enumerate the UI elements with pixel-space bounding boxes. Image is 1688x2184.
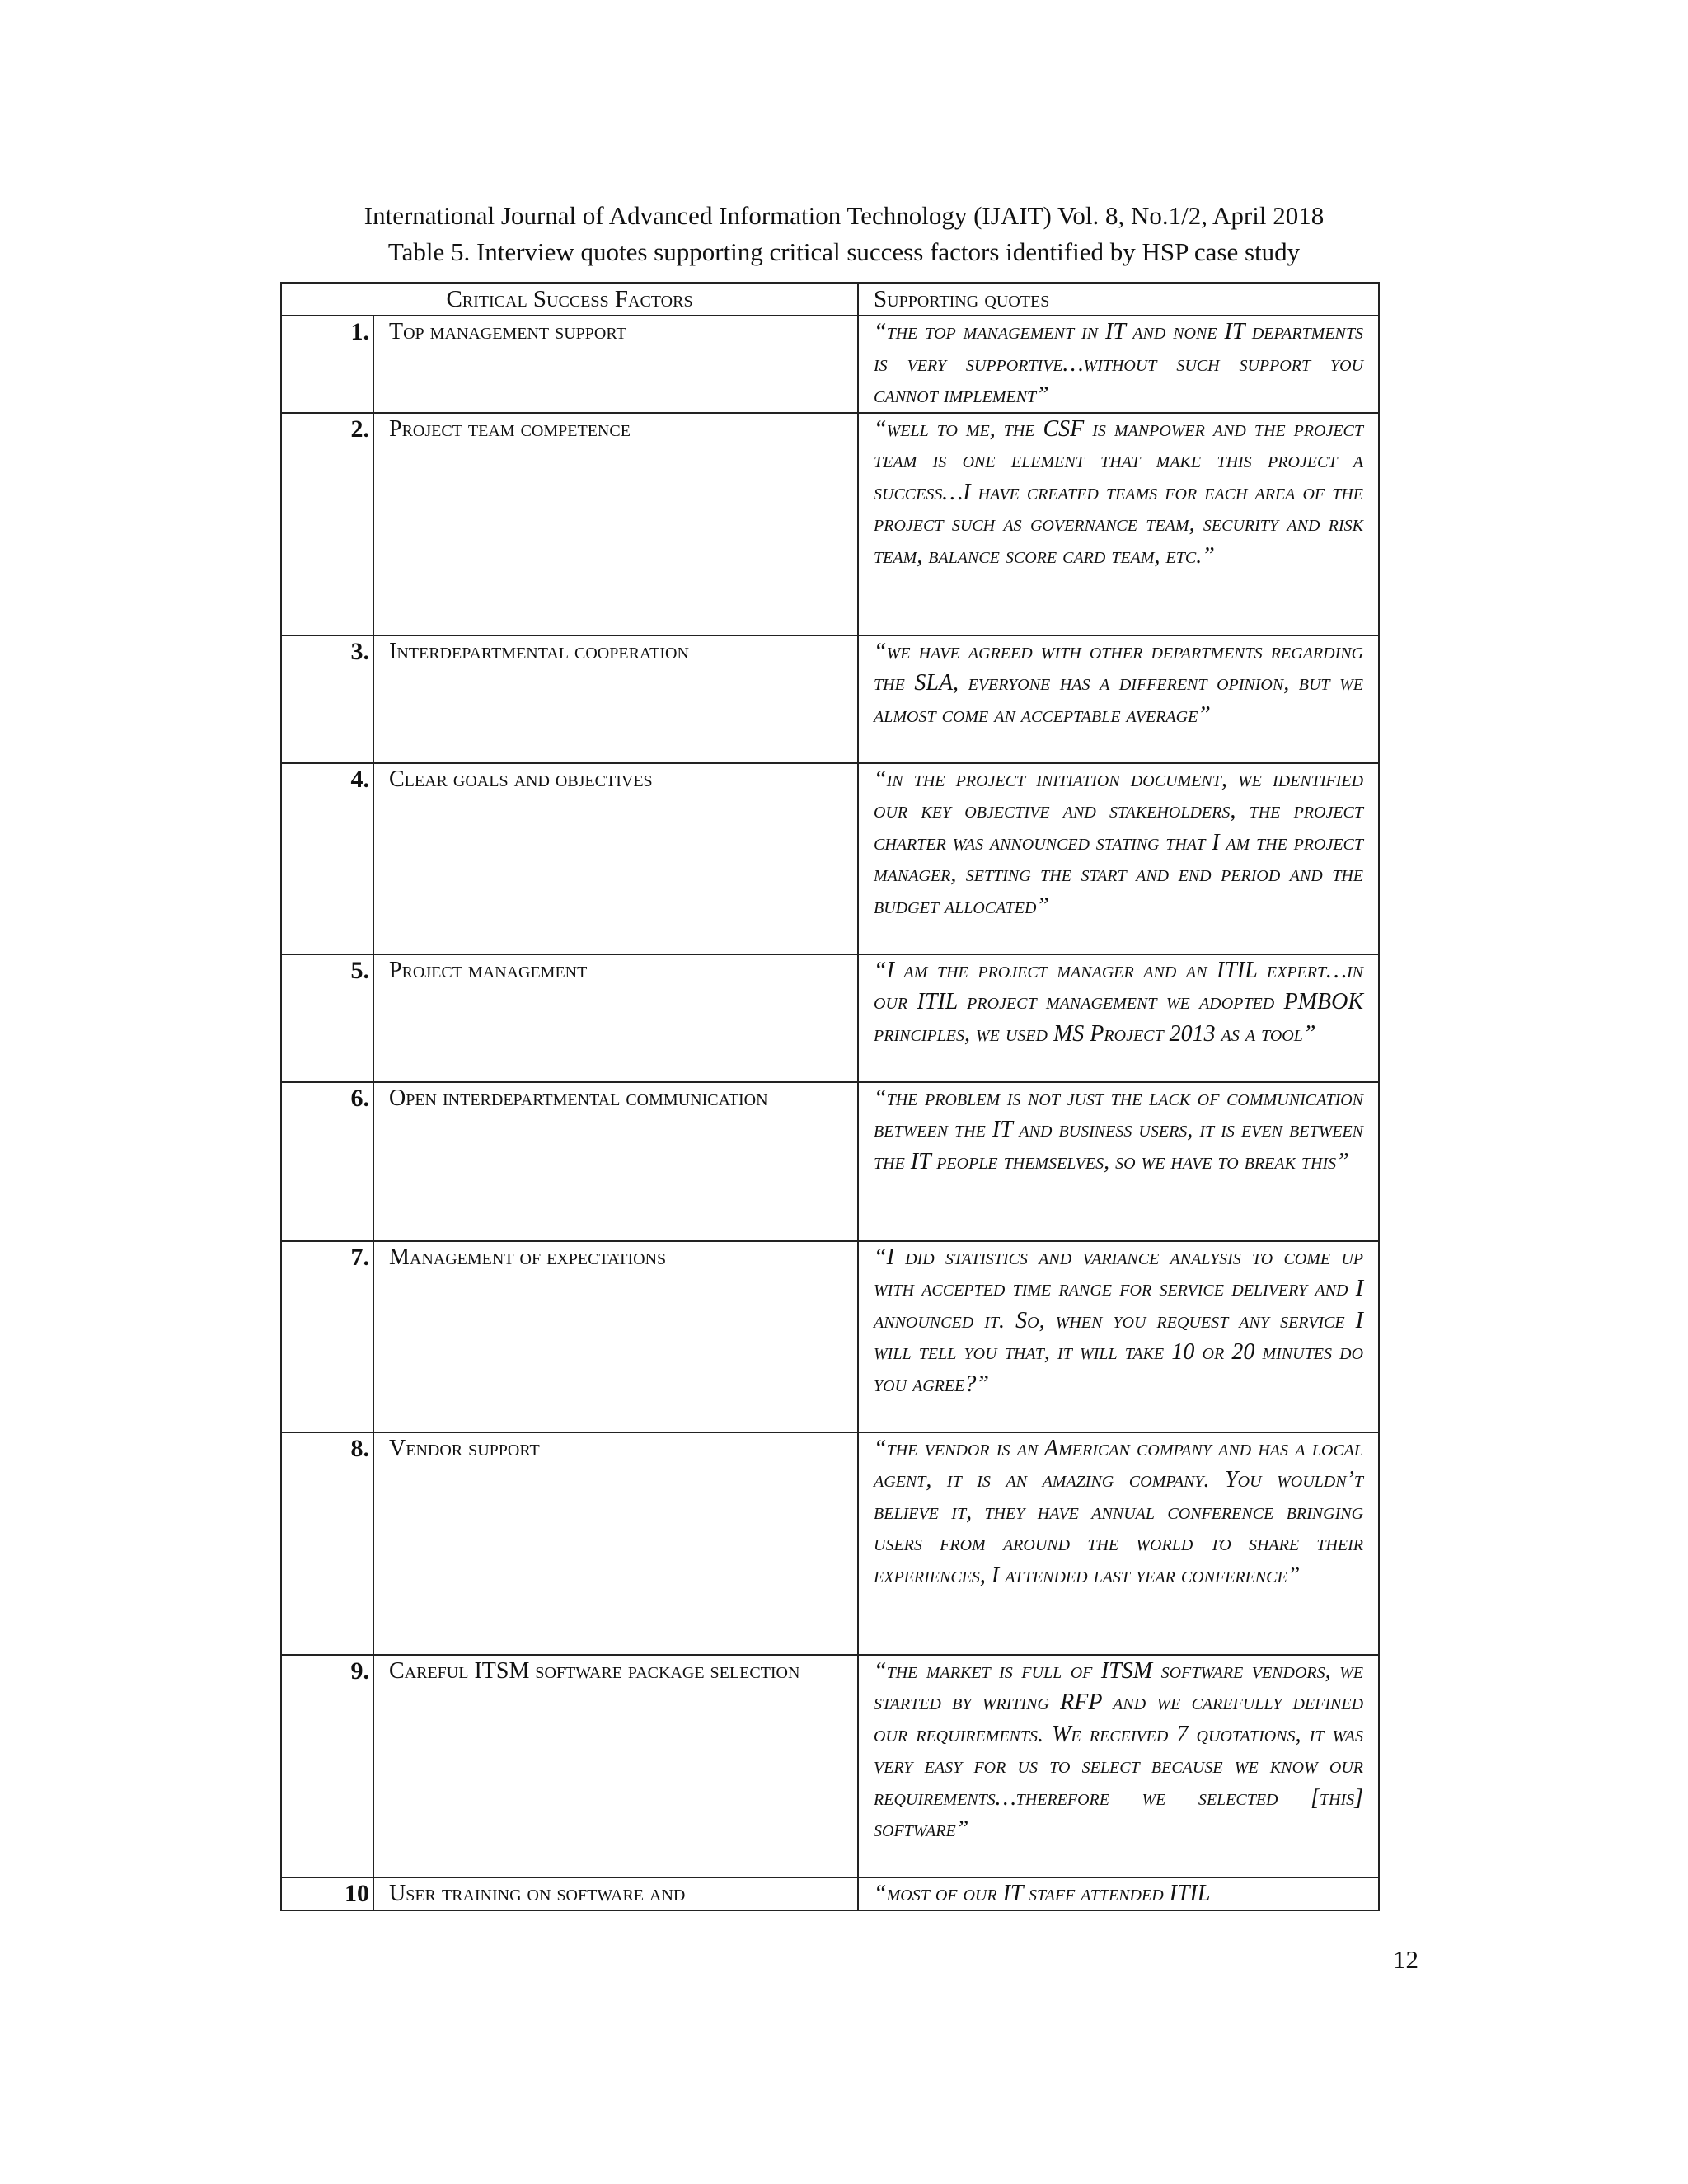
quote-cell: “the market is full of ITSM software vendors, we started by writing RFP and we carefully defined our requirements. We received 7 quotations, it was very easy for us to select because we know our requirements…therefore we selected [this] software”: [858, 1655, 1379, 1877]
row-number: 5.: [281, 954, 373, 1082]
quote-cell: “in the project initiation document, we identified our key objective and stakeholders, the project charter was announced stating that I am the project manager, setting the start and end period and the budget allocated”: [858, 763, 1379, 954]
table-row: [281, 316, 1379, 413]
row-number: 1.: [281, 316, 373, 413]
page-number: 12: [1393, 1945, 1418, 1974]
quote-cell: “we have agreed with other departments regarding the SLA, everyone has a different opinion, but we almost come an acceptable average”: [858, 635, 1379, 763]
factor-cell: Open interdepartmental communication: [373, 1082, 858, 1241]
row-number: 10: [281, 1877, 373, 1911]
factor-cell: User training on software and: [373, 1877, 858, 1911]
row-number: 7.: [281, 1241, 373, 1432]
quote-cell: “I am the project manager and an ITIL expert…in our ITIL project management we adopted PMBOK principles, we used MS Project 2013 as a tool”: [858, 954, 1379, 1082]
quote-cell: “the problem is not just the lack of communication between the IT and business users, it is even between the IT people themselves, so we have to break this”: [858, 1082, 1379, 1241]
column-header-quotes: Supporting quotes: [858, 283, 1379, 316]
factor-cell: Interdepartmental cooperation: [373, 635, 858, 763]
table-row: [281, 413, 1379, 635]
factor-cell: Project team competence: [373, 413, 858, 635]
column-header-factors: Critical Success Factors: [281, 283, 858, 316]
row-number: 6.: [281, 1082, 373, 1241]
factor-cell: Project management: [373, 954, 858, 1082]
factor-cell: Clear goals and objectives: [373, 763, 858, 954]
quote-cell: “the top management in IT and none IT departments is very supportive…without such support you cannot implement”: [858, 316, 1379, 413]
table-row: [281, 1877, 1379, 1911]
quote-cell: “the vendor is an American company and has a local agent, it is an amazing company. You wouldn’t believe it, they have annual conference bringing users from around the world to share their experiences, I attended last year conference”: [858, 1432, 1379, 1655]
factor-cell: Vendor support: [373, 1432, 858, 1655]
row-number: 3.: [281, 635, 373, 763]
factor-cell: Top management support: [373, 316, 858, 413]
journal-header: International Journal of Advanced Information Technology (IJAIT) Vol. 8, No.1/2, April 2018: [363, 201, 1325, 230]
table-row: [281, 954, 1379, 1082]
table-row: [281, 1432, 1379, 1655]
quote-cell: “most of our IT staff attended ITIL: [858, 1877, 1379, 1911]
row-number: 8.: [281, 1432, 373, 1655]
table-header-row: [281, 283, 1379, 316]
table-row: [281, 763, 1379, 954]
csf-table: [280, 282, 1380, 1911]
table-row: [281, 635, 1379, 763]
quote-cell: “I did statistics and variance analysis to come up with accepted time range for service delivery and I announced it. So, when you request any service I will tell you that, it will take 10 or 20 minutes do you agree?”: [858, 1241, 1379, 1432]
row-number: 9.: [281, 1655, 373, 1877]
table-row: [281, 1241, 1379, 1432]
row-number: 2.: [281, 413, 373, 635]
quote-cell: “well to me, the CSF is manpower and the project team is one element that make this project a success…I have created teams for each area of the project such as governance team, security and risk team, balance score card team, etc.”: [858, 413, 1379, 635]
factor-cell: Careful ITSM software package selection: [373, 1655, 858, 1877]
table-caption: Table 5. Interview quotes supporting critical success factors identified by HSP case study: [387, 237, 1301, 266]
table-row: [281, 1655, 1379, 1877]
factor-cell: Management of expectations: [373, 1241, 858, 1432]
row-number: 4.: [281, 763, 373, 954]
table-row: [281, 1082, 1379, 1241]
